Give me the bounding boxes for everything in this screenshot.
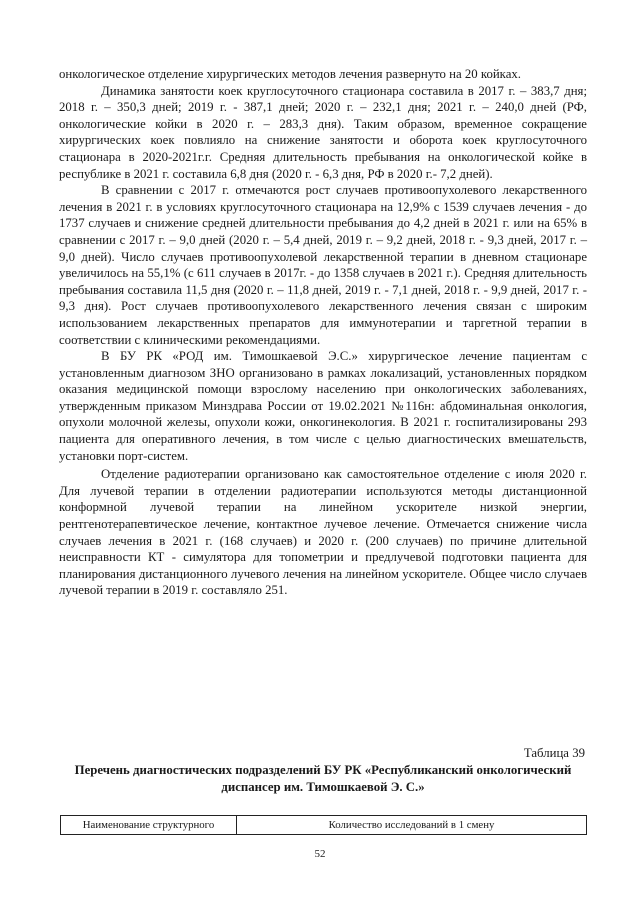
table-header-cell-name: Наименование структурного bbox=[61, 816, 237, 834]
table-number: Таблица 39 bbox=[523, 746, 585, 760]
paragraph-5: Отделение радиотерапии организовано как самостоятельное отделение с июля 2020 г. Для лучевой терапии в отделении радиотерапии используются методы дистанционной конформной лучевой терапии на линейном ускорителе низкой энергии, рентгенотерапевтическое лечение, контактное лучевое лечение. Отмечается снижение числа случаев лечения в 2021 г. (168 случаев) и 2020 г. (200 случаев) по причине длительной неисправности КТ - симулятора для топометрии и предлучевой подготовки пациента для планирования дистанционного лучевого лечения на линейном ускорителе. Общее число случаев лучевой терапии в 2019 г. составляло 251. bbox=[59, 467, 587, 598]
paragraph-1: онкологическое отделение хирургических методов лечения развернуто на 20 койках. bbox=[59, 67, 521, 81]
table-header-row bbox=[60, 815, 587, 835]
paragraph-4: В БУ РК «РОД им. Тимошкаевой Э.С.» хирургическое лечение пациентам с установленным диагнозом ЗНО организовано в рамках локализаций, установленных порядком оказания медицинской помощи взрослому населению при онкологических заболеваниях, утвержденным приказом Минздрава России от 19.02.2021 №116н: абдоминальная онкология, опухоли молочной железы, опухоли кожи, онкогинекология. В 2021 г. госпитализированы 293 пациента для оперативного лечения, в том числе с целью диагностических вмешательств, установки порт-систем. bbox=[59, 349, 587, 463]
paragraph-2: Динамика занятости коек круглосуточного стационара составила в 2017 г. – 383,7 дня; 2018 г. – 350,3 дней; 2019 г. - 387,1 дней; 2020 г. – 232,1 дня; 2021 г. – 240,0 дней (РФ, онкологические койки в 2020 г. – 283,3 дня). Таким образом, временное сокращение хирургических коек повлияло на снижение занятости и оборота коек круглосуточного стационара в 2020-2021г.г. Средняя длительность пребывания на онкологической койке в республике в 2021 г. составила 6,8 дня (2020 г. - 6,3 дня, РФ в 2020 г.- 7,2 дней). bbox=[59, 83, 587, 181]
body-text bbox=[59, 66, 587, 599]
table-header-cell-count: Количество исследований в 1 смену bbox=[328, 819, 495, 831]
page-number: 52 bbox=[314, 848, 326, 860]
paragraph-3: В сравнении с 2017 г. отмечаются рост случаев противоопухолевого лекарственного лечения в 2021 г. в условиях круглосуточного стационара на 12,9% с 1539 случаев лечения - до 1737 случаев и снижение средней длительности пребывания до 4,2 дней в 2021 г. или на 65% в сравнении с 2017 г. – 9,0 дней (2020 г. – 5,4 дней, 2019 г. – 9,2 дней, 2018 г. - 9,3 дней, 2017 г. – 9,0 дней). Число случаев противоопухолевой лекарственной терапии в дневном стационаре увеличилось на 55,1% (с 611 случаев в 2017г. - до 1358 случаев в 2021 г.). Средняя длительность пребывания составила 11,5 дня (2020 г. – 11,8 дней, 2019 г. - 7,1 дней, 2018 г. - 9,9 дней, 2017 г. - 9,3 дня). Рост случаев противоопухолевого лекарственного лечения связан с широким использованием лекарственных препаратов для иммунотерапии и таргетной терапии в соответствии с клиническими рекомендациями. bbox=[59, 183, 587, 347]
table-title: Перечень диагностических подразделений БУ РК «Республиканский онкологический диспансер им. Тимошкаевой Э. С.» bbox=[74, 763, 572, 794]
